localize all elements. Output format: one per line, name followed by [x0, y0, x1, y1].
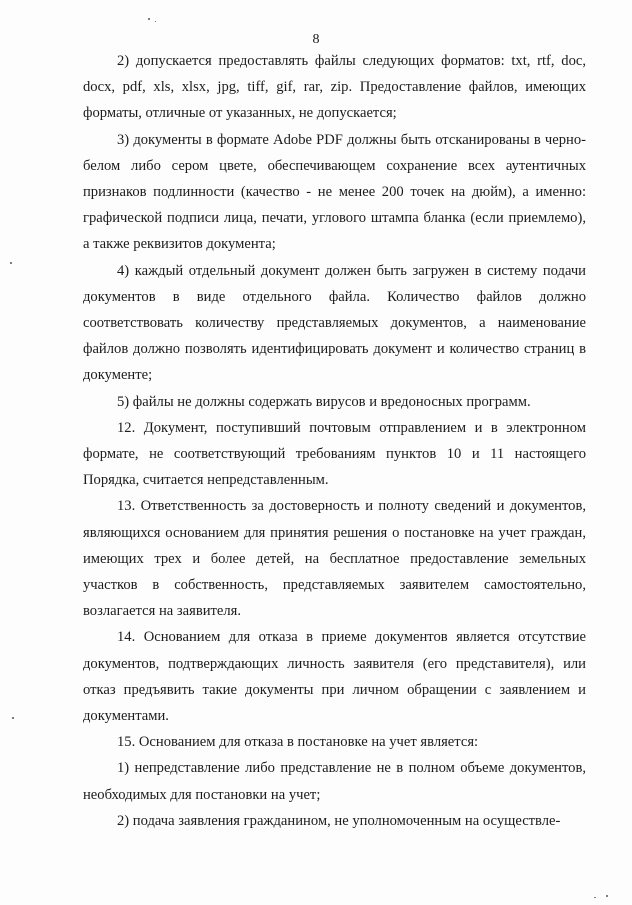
- scan-speck: [606, 895, 608, 897]
- page-number: 8: [312, 32, 320, 47]
- paragraph-clause-13: 13. Ответственность за достоверность и полноту сведений и документов, являющихся основанием для принятия решения о постановке на учет граждан, имеющих трех и более детей, на бесплатное предоставление земельных участков в собственность, представляемых заявителем самостоятельно, возлагается на заявителя.: [83, 498, 586, 620]
- paragraph-clause-14: 14. Основанием для отказа в приеме документов является отсутствие документов, подтверждающих личность заявителя (его представителя), или отказ предъявить такие документы при личном обращении с заявлением и документами.: [83, 629, 586, 725]
- body-text: [83, 48, 586, 834]
- paragraph-clause-15: 15. Основанием для отказа в постановке на учет является:: [117, 734, 479, 751]
- paragraph-format-list: 2) допускается предоставлять файлы следующих форматов: txt, rtf, doc, docx, pdf, xls, xlsx, jpg, tiff, gif, rar, zip. Предоставление файлов, имеющих форматы, отличные от указанных, не допускается;: [83, 53, 586, 122]
- paragraph-refusal-reason-2: 2) подача заявления гражданином, не уполномоченным на осуществле-: [117, 812, 561, 829]
- scan-speck: [12, 717, 14, 719]
- paragraph-refusal-reason-1: 1) непредставление либо представление не в полном объеме документов, необходимых для постановки на учет;: [83, 760, 586, 803]
- scan-speck: [155, 21, 156, 22]
- scan-speck: [10, 262, 12, 264]
- scan-speck: [148, 18, 150, 20]
- paragraph-separate-files: 4) каждый отдельный документ должен быть загружен в систему подачи документов в виде отдельного файла. Количество файлов должно соответствовать количеству представляемых документов, а наименование файлов должно позволять идентифицировать документ и количество страниц в документе;: [83, 262, 586, 384]
- paragraph-clause-12: 12. Документ, поступивший почтовым отправлением и в электронном формате, не соответствующий требованиям пунктов 10 и 11 настоящего Порядка, считается непредставленным.: [83, 419, 586, 489]
- scan-speck: [594, 897, 596, 898]
- paragraph-no-viruses: 5) файлы не должны содержать вирусов и вредоносных программ.: [117, 393, 531, 410]
- paragraph-pdf-scan: 3) документы в формате Adobe PDF должны быть отсканированы в черно-белом либо сером цвете, обеспечивающем сохранение всех аутентичных признаков подлинности (качество - не менее 200 точек на дюйм), а именно: графической подписи лица, печати, углового штампа бланка (если приемлемо), а также реквизитов документа;: [83, 131, 586, 253]
